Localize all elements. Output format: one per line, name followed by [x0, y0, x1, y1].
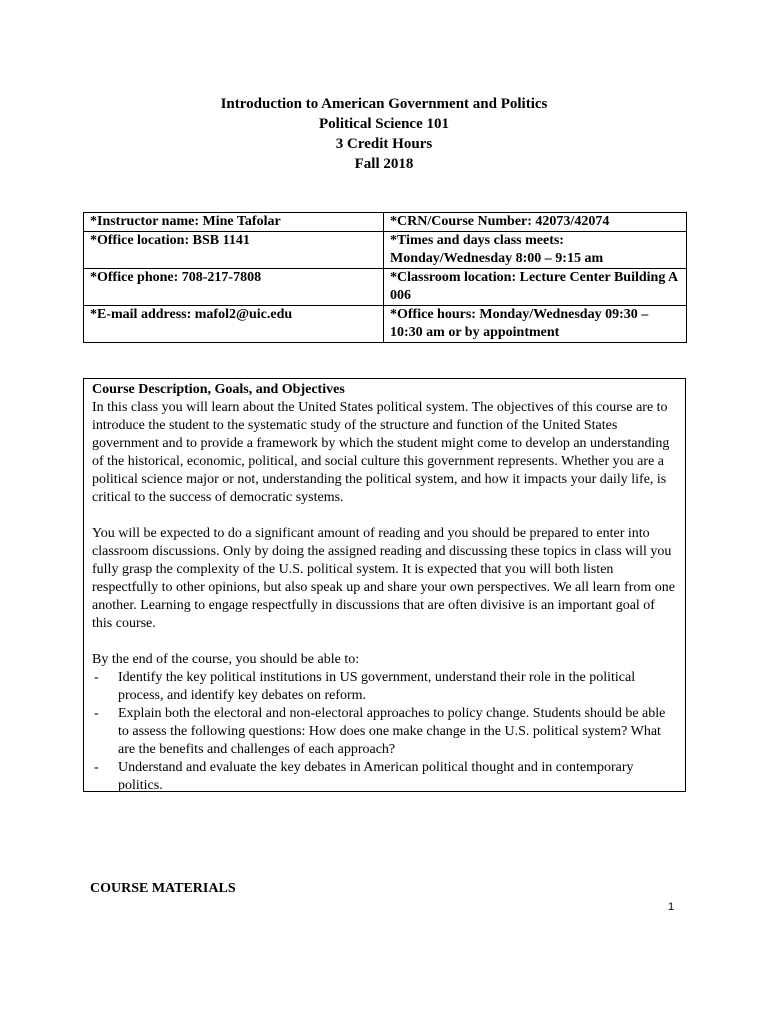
table-row [84, 213, 687, 232]
office-hours-cell: *Office hours: Monday/Wednesday 09:30 – 10:30 am or by appointment [384, 306, 687, 343]
class-times-cell: *Times and days class meets: Monday/Wednesday 8:00 – 9:15 am [384, 232, 687, 269]
description-paragraph: In this class you will learn about the United States political system. The objectives of this course are to introduce the student to the systematic study of the structure and function of the United States government and to provide a framework by which the student might come to develop an understanding of the historical, economic, political, and social culture this government represents. Whether you are a political science major or not, understanding the political system, and how it impacts your daily life, is critical to the success of democratic systems. [92, 400, 670, 505]
document-title-block [0, 94, 768, 174]
description-heading: Course Description, Goals, and Objectives [92, 382, 345, 397]
bullet-dash: - [94, 670, 99, 685]
bullet-dash: - [94, 760, 99, 775]
paragraph-spacer [92, 633, 677, 651]
course-info-table [83, 212, 687, 343]
list-item [92, 669, 677, 705]
expectations-paragraph: You will be expected to do a significant amount of reading and you should be prepared to enter into classroom discussions. Only by doing the assigned reading and discussing these topics in class will you fully grasp the complexity of the U.S. political system. It is expected that you will both listen respectfully to other opinions, but also speak up and share your own perspectives. We all learn from one another. Learning to engage respectfully in discussions that are often divisive is an important goal of this course. [92, 526, 675, 631]
page-number: 1 [668, 901, 675, 913]
list-item [92, 705, 677, 759]
paragraph-spacer [92, 507, 677, 525]
office-phone-cell: *Office phone: 708-217-7808 [84, 269, 384, 306]
table-row [84, 306, 687, 343]
objectives-list [92, 669, 677, 795]
office-location-cell: *Office location: BSB 1141 [84, 232, 384, 269]
list-item-text: Identify the key political institutions in US government, understand their role in the political process, and identify key debates on reform. [118, 670, 636, 703]
table-row [84, 269, 687, 306]
instructor-name-cell: *Instructor name: Mine Tafolar [84, 213, 384, 232]
list-item [92, 759, 677, 795]
list-item-text: Understand and evaluate the key debates in American political thought and in contemporary politics. [118, 760, 634, 793]
credit-hours: 3 Credit Hours [335, 136, 433, 152]
term: Fall 2018 [354, 156, 414, 172]
list-item-text: Explain both the electoral and non-electoral approaches to policy change. Students should be able to assess the following questions: How does one make change in the U.S. political system? What are the benefits and challenges of each approach? [118, 706, 666, 757]
course-materials-heading: COURSE MATERIALS [90, 881, 236, 896]
course-description-box [83, 378, 686, 792]
bullet-dash: - [94, 706, 99, 721]
crn-cell: *CRN/Course Number: 42073/42074 [384, 213, 687, 232]
classroom-location-cell: *Classroom location: Lecture Center Building A 006 [384, 269, 687, 306]
table-row [84, 232, 687, 269]
course-code: Political Science 101 [319, 116, 449, 132]
course-title: Introduction to American Government and Politics [220, 96, 548, 112]
objectives-intro: By the end of the course, you should be able to: [92, 652, 360, 667]
email-cell: *E-mail address: mafol2@uic.edu [84, 306, 384, 343]
